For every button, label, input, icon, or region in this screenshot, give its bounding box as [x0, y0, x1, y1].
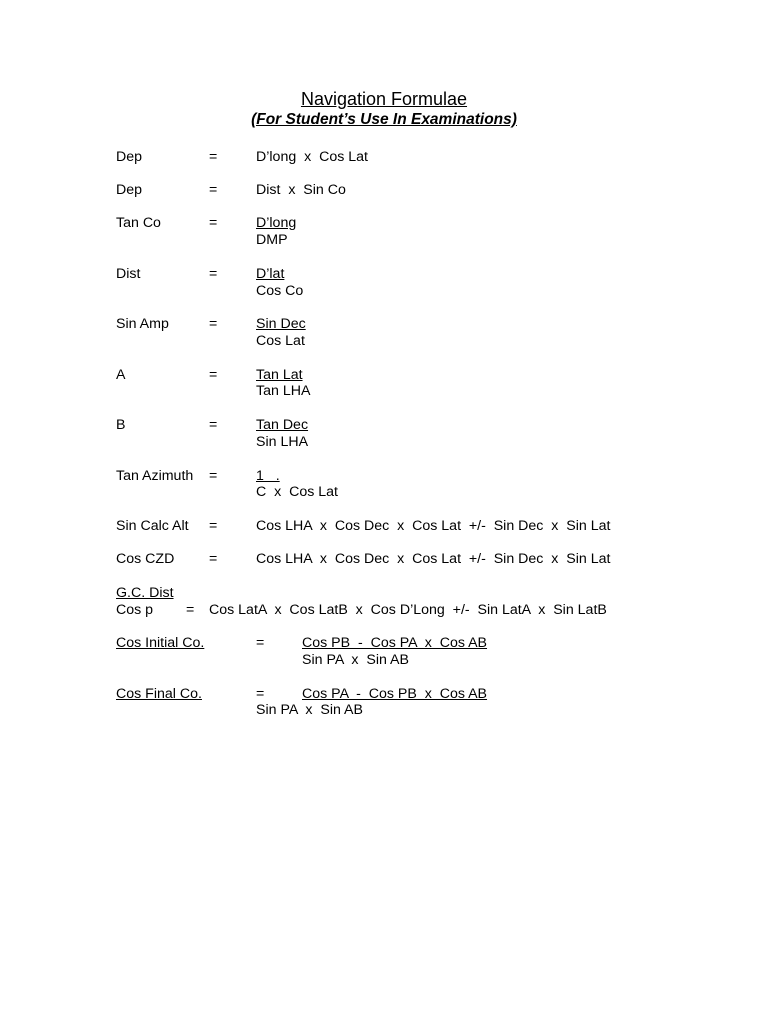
formula-dist-numerator: D’lat [256, 266, 285, 282]
formula-sin-amp-denominator: Cos Lat [256, 333, 305, 349]
formula-final-course-denominator: Sin PA x Sin AB [256, 702, 363, 718]
formula-sin-amp-label: Sin Amp [116, 316, 169, 332]
formula-a-numerator: Tan Lat [256, 367, 303, 383]
formula-dep-1-equals: = [209, 149, 218, 165]
formula-tan-co-numerator: D’long [256, 215, 297, 231]
formula-tan-azimuth-label: Tan Azimuth [116, 468, 194, 484]
gc-dist-heading: G.C. Dist [116, 585, 174, 601]
formula-initial-course-numerator: Cos PB - Cos PA x Cos AB [302, 635, 488, 651]
formula-tan-co-label: Tan Co [116, 215, 161, 231]
page-subtitle: (For Student’s Use In Examinations) [251, 111, 517, 128]
formula-cos-czd-equals: = [209, 551, 218, 567]
formula-initial-course-label: Cos Initial Co. [116, 635, 205, 651]
formula-a-label: A [116, 367, 126, 383]
formula-cos-czd-label: Cos CZD [116, 551, 175, 567]
gc-dist-equals: = [186, 602, 195, 618]
formula-sin-amp-equals: = [209, 316, 218, 332]
formula-dep-1-label: Dep [116, 149, 143, 165]
formula-tan-azimuth-numerator: 1 . [256, 468, 280, 484]
formula-cos-czd-expression: Cos LHA x Cos Dec x Cos Lat +/- Sin Dec x Sin Lat [256, 551, 611, 567]
formula-b-denominator: Sin LHA [256, 434, 309, 450]
formula-dist-label: Dist [116, 266, 141, 282]
formula-dist-equals: = [209, 266, 218, 282]
formula-sin-calc-alt-equals: = [209, 518, 218, 534]
formula-tan-azimuth-denominator: C x Cos Lat [256, 484, 339, 500]
formula-a-equals: = [209, 367, 218, 383]
formula-dep-2-equals: = [209, 182, 218, 198]
gc-dist-label: Cos p [116, 602, 154, 618]
formula-dep-2-expression: Dist x Sin Co [256, 182, 346, 198]
formula-dep-2-label: Dep [116, 182, 143, 198]
formula-initial-course-denominator: Sin PA x Sin AB [302, 652, 409, 668]
page-title: Navigation Formulae [300, 89, 468, 109]
formula-b-equals: = [209, 417, 218, 433]
formula-final-course-equals: = [256, 686, 265, 702]
formula-a-denominator: Tan LHA [256, 383, 311, 399]
formula-tan-co-equals: = [209, 215, 218, 231]
formula-sin-calc-alt-label: Sin Calc Alt [116, 518, 189, 534]
formula-dist-denominator: Cos Co [256, 283, 304, 299]
formula-b-numerator: Tan Dec [256, 417, 309, 433]
formula-sin-calc-alt-expression: Cos LHA x Cos Dec x Cos Lat +/- Sin Dec x Sin Lat [256, 518, 611, 534]
formula-initial-course-equals: = [256, 635, 265, 651]
formula-b-label: B [116, 417, 126, 433]
formula-sin-amp-numerator: Sin Dec [256, 316, 306, 332]
gc-dist-expression: Cos LatA x Cos LatB x Cos D’Long +/- Sin LatA x Sin LatB [209, 602, 607, 618]
formula-tan-azimuth-equals: = [209, 468, 218, 484]
formula-dep-1-expression: D’long x Cos Lat [256, 149, 368, 165]
formula-tan-co-denominator: DMP [256, 232, 288, 248]
formula-final-course-label: Cos Final Co. [116, 686, 202, 702]
formula-final-course-numerator: Cos PA - Cos PB x Cos AB [302, 686, 488, 702]
